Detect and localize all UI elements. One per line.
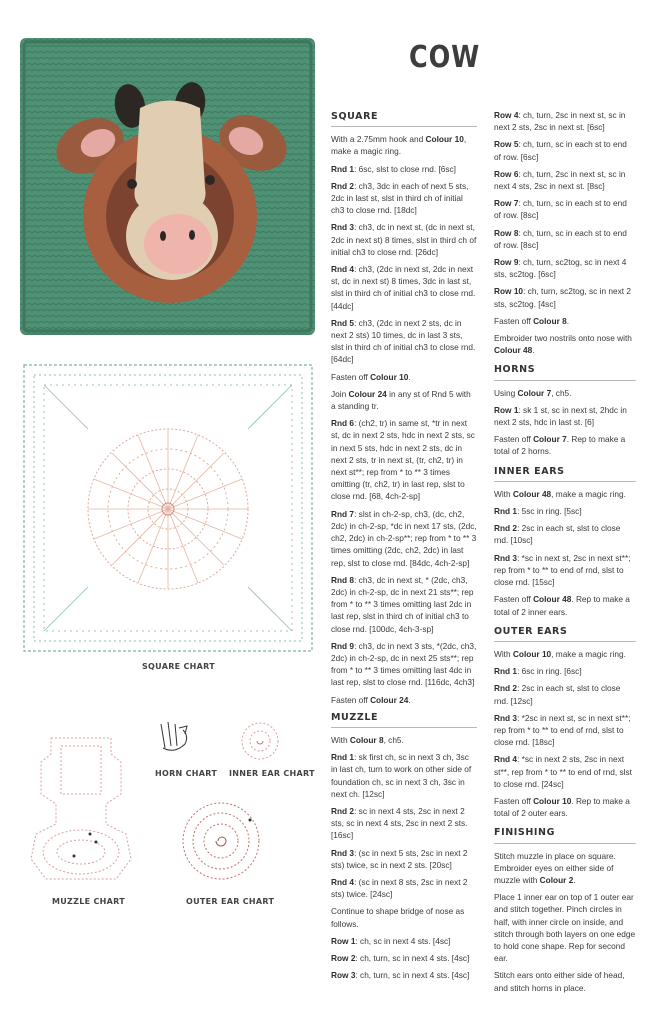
muzzle-continue: Continue to shape bridge of nose as follows.: [331, 906, 465, 929]
instruction-step: Rnd 8: ch3, dc in next st, * (2dc, ch3, 2dc) in ch-2-sp, dc in next 21 sts**; rep from * to ** 3 times omitting last 2dc in last rep, slst in third ch of initial ch3 to close rnd. [100dc, 4ch-3-sp]: [331, 574, 474, 634]
column-right: [494, 109, 636, 999]
square-rounds: [331, 163, 477, 366]
instruction-step: Rnd 3: ch3, dc in next st, (dc in next st, 2dc in next st) 8 times, slst in third ch of initial ch3 to close rnd. [26dc]: [331, 222, 477, 257]
square-fasten-1: Fasten off Colour 10.: [331, 371, 411, 382]
square-join: Join Colour 24 in any st of Rnd 5 with a standing tr.: [331, 388, 471, 412]
instruction-step: Rnd 3: *2sc in next st, sc in next st**; rep from * to ** to end of rnd, slst to close rnd. [18sc]: [494, 712, 631, 748]
instruction-step: Rnd 4: *sc in next 2 sts, 2sc in next st**, rep from * to ** to end of rnd, slst to close rnd. [24sc]: [494, 754, 632, 789]
instruction-step: Rnd 4: ch3, (2dc in next st, 2dc in next st, dc in next st) 8 times, 3dc in last st, slst in third ch of initial ch3 to close rnd. [44dc]: [331, 264, 476, 311]
inner-ears-rounds: [494, 505, 636, 588]
horn-chart: [155, 718, 195, 758]
instruction-step: Row 10: ch, turn, sc2tog, sc in next 2 sts, sc2tog. [4sc]: [494, 286, 631, 309]
instruction-step: Rnd 1: 6sc, slst to close rnd. [6sc]: [331, 163, 456, 174]
instruction-step: Row 7: ch, turn, sc in each st to end of row. [8sc]: [494, 198, 627, 221]
instruction-step: Rnd 7: slst in ch-2-sp, ch3, (dc, ch2, 2dc) in ch-2-sp, *dc in next 17 sts, (2dc, ch2, 2dc) in ch-2-sp**; rep from * to ** 3 times omitting (2dc, ch2, 2dc) in last rep, slst to close rnd. [84dc, 4ch-2-sp]: [331, 508, 477, 568]
cow-square-photo: [20, 38, 315, 335]
muzzle-chart-caption: MUZZLE CHART: [52, 897, 126, 906]
square-rounds-2: [331, 417, 477, 688]
inner-ear-chart-caption: INNER EAR CHART: [229, 769, 315, 778]
instruction-step: Rnd 4: (sc in next 8 sts, 2sc in next 2 sts) twice. [24sc]: [331, 876, 468, 900]
muzzle-rounds: [331, 751, 477, 900]
instruction-step: Row 1: sk 1 st, sc in next st, 2hdc in next 2 sts, hdc in last st. [6]: [494, 404, 627, 428]
muzzle-embroider: Embroider two nostrils onto nose with Colour 48.: [494, 333, 632, 356]
instruction-step: Rnd 2: 2sc in each st, slst to close rnd. [10sc]: [494, 523, 621, 546]
finishing-paragraph: Stitch ears onto either side of head, and stitch horns in place.: [494, 970, 625, 993]
outer-ears-fasten: Fasten off Colour 10. Rep to make a total of 2 outer ears.: [494, 795, 630, 819]
muzzle-rows-2: [494, 109, 636, 310]
muzzle-fasten: Fasten off Colour 8.: [494, 315, 570, 326]
outer-ears-rounds: [494, 665, 636, 790]
inner-ears-fasten: Fasten off Colour 48. Rep to make a total of 2 inner ears.: [494, 594, 630, 617]
inner-ear-chart: [225, 718, 295, 764]
instruction-step: Rnd 2: sc in next 4 sts, 2sc in next 2 sts, sc in next 4 sts, 2sc in next 2 sts. [16sc]: [331, 805, 468, 841]
instruction-step: Row 8: ch, turn, sc in each st to end of row. [8sc]: [494, 227, 627, 250]
instruction-step: Rnd 1: 6sc in ring. [6sc]: [494, 666, 582, 677]
instruction-step: Row 2: ch, turn, sc in next 4 sts. [4sc]: [331, 952, 470, 963]
outer-ears-heading: OUTER EARS: [494, 626, 636, 642]
outer-ears-intro: With Colour 10, make a magic ring.: [494, 648, 626, 659]
muzzle-intro: With Colour 8, ch5.: [331, 734, 404, 745]
finishing-heading: FINISHING: [494, 827, 636, 843]
instruction-step: Rnd 1: 5sc in ring. [5sc]: [494, 506, 582, 517]
instruction-step: Row 6: ch, turn, 2sc in next st, sc in next 4 sts, 2sc in next st. [8sc]: [494, 168, 626, 192]
muzzle-heading: MUZZLE: [331, 712, 477, 728]
instruction-step: Row 9: ch, turn, sc2tog, sc in next 4 sts, sc2tog. [6sc]: [494, 257, 627, 280]
horns-heading: HORNS: [494, 364, 636, 380]
instruction-step: Rnd 6: (ch2, tr) in same st, *tr in next st, dc in next 2 sts, hdc in next 2 sts, sc in next 5 sts, hdc in next 2 sts, dc in next 2 sts, tr in next st, (tr, ch2, tr) in next st**; rep from * to ** 3 times omitting (tr, ch2, tr) in last rep, slst to close rnd. [68, 4ch-2-sp]: [331, 418, 475, 502]
finishing-paragraph: Stitch muzzle in place on square. Embroider eyes on either side of muzzle with Colour 2.: [494, 850, 616, 885]
horn-chart-caption: HORN CHART: [155, 769, 218, 778]
instruction-step: Row 4: ch, turn, 2sc in next st, sc in next 2 sts, 2sc in next st. [6sc]: [494, 110, 626, 133]
square-intro: With a 2.75mm hook and Colour 10, make a magic ring.: [331, 134, 467, 157]
outer-ear-chart-caption: OUTER EAR CHART: [186, 897, 275, 906]
instruction-step: Rnd 9: ch3, dc in next 3 sts, *(2dc, ch3, 2dc) in ch-2-sp, dc in next 25 sts**; rep from * to ** 3 times omitting last 4dc in last rep, slst to close rnd. [116dc, 4ch3]: [331, 640, 477, 688]
page-title: COW: [409, 40, 481, 75]
square-heading: SQUARE: [331, 111, 477, 127]
instruction-step: Rnd 3: *sc in next st, 2sc in next st**; rep from * to ** to end of rnd, slst to close rnd. [15sc]: [494, 552, 631, 588]
square-chart: [22, 363, 314, 653]
horns-intro: Using Colour 7, ch5.: [494, 387, 572, 398]
inner-ears-heading: INNER EARS: [494, 466, 636, 482]
inner-ears-intro: With Colour 48, make a magic ring.: [494, 488, 626, 499]
horns-fasten: Fasten off Colour 7. Rep to make a total of 2 horns.: [494, 434, 626, 457]
square-fasten-2: Fasten off Colour 24.: [331, 694, 411, 705]
horns-rows: [494, 404, 636, 428]
muzzle-rows-1: [331, 935, 477, 982]
instruction-step: Rnd 2: 2sc in each st, slst to close rnd. [12sc]: [494, 683, 621, 706]
muzzle-chart: [26, 734, 136, 886]
instruction-step: Rnd 5: ch3, (2dc in next 2 sts, dc in next 2 sts) 10 times, dc in last 3 sts, slst in third ch of initial ch3 to close rnd. [64dc]: [331, 317, 476, 365]
instruction-step: Rnd 1: sk first ch, sc in next 3 ch, 3sc in last ch, turn to work on other side of foundation ch, sc in next 3 ch, 3sc in next ch. [12sc]: [331, 752, 472, 799]
finishing-paragraphs: [494, 850, 636, 994]
instruction-step: Rnd 3: (sc in next 5 sts, 2sc in next 2 sts) twice, sc in next 2 sts. [20sc]: [331, 847, 468, 870]
instruction-step: Row 3: ch, turn, sc in next 4 sts. [4sc]: [331, 970, 470, 981]
square-chart-caption: SQUARE CHART: [142, 662, 216, 671]
instruction-step: Row 1: ch, sc in next 4 sts. [4sc]: [331, 935, 451, 946]
outer-ear-chart: [180, 800, 262, 882]
instruction-step: Rnd 2: ch3, 3dc in each of next 5 sts, 2dc in last st, slst in third ch of initial ch3 to close rnd. [18dc]: [331, 180, 469, 216]
instruction-step: Row 5: ch, turn, sc in each st to end of row. [6sc]: [494, 139, 627, 162]
column-middle: [331, 109, 477, 986]
finishing-paragraph: Place 1 inner ear on top of 1 outer ear and stitch together. Pinch circles in half, with inner circle on inside, and stitch through both layers on one edge to hold cone shape. Rep for second ear.: [494, 892, 636, 964]
